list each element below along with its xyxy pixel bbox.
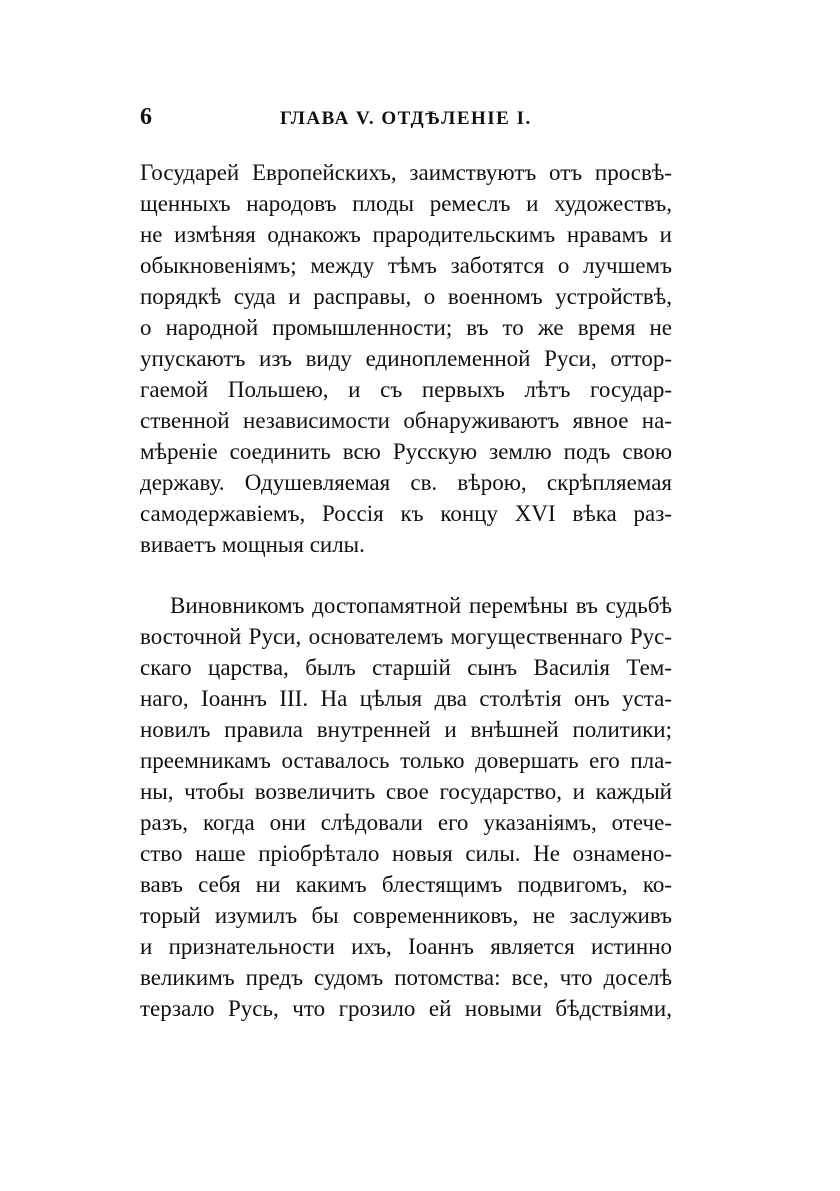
- text-line: торый изумилъ бы современниковъ, не заслуживъ: [140, 903, 672, 928]
- text-line: преемникамъ оставалось только довершать его пла-: [140, 748, 672, 773]
- text-line: разъ, когда они слѣдовали его указаніямъ, отече-: [140, 810, 672, 835]
- text-line: новилъ правила внутренней и внѣшней политики;: [140, 717, 672, 742]
- text-line: упускаютъ изъ виду единоплеменной Руси, оттор-: [140, 346, 672, 371]
- running-head: [140, 104, 700, 138]
- page-number: 6: [140, 104, 152, 130]
- text-line: о народной промышленности; въ то же время не: [140, 315, 672, 340]
- paragraph-2: [140, 590, 672, 1024]
- paragraph-1: [140, 157, 672, 560]
- text-line: не измѣняя однакожъ прародительскимъ нравамъ и: [140, 222, 672, 247]
- text-line: порядкѣ суда и расправы, о военномъ устройствѣ,: [140, 284, 672, 309]
- text-line: ственной независимости обнаруживаютъ явное на-: [140, 408, 672, 433]
- text-line: ство наше пріобрѣтало новыя силы. Не ознамено-: [140, 841, 672, 866]
- text-line: великимъ предъ судомъ потомства: все, что доселѣ: [140, 965, 672, 990]
- text-line: наго, Іоаннъ III. На цѣлыя два столѣтія онъ уста-: [140, 686, 672, 711]
- text-line: и признательности ихъ, Іоаннъ является истинно: [140, 934, 672, 959]
- text-line: вавъ себя ни какимъ блестящимъ подвигомъ, ко-: [140, 872, 672, 897]
- text-line: Виновникомъ достопамятной перемѣны въ судьбѣ: [170, 593, 672, 618]
- text-line: мѣреніе соединить всю Русскую землю подъ свою: [140, 439, 672, 464]
- text-line: терзало Русь, что грозило ей новыми бѣдствіями,: [140, 996, 672, 1021]
- text-line: обыкновеніямъ; между тѣмъ заботятся о лучшемъ: [140, 253, 672, 278]
- text-line: виваетъ мощныя силы.: [140, 532, 365, 557]
- text-line: скаго царства, былъ старшій сынъ Василія Тем-: [140, 655, 672, 680]
- text-line: самодержавіемъ, Россія къ концу XVI вѣка раз-: [140, 501, 672, 526]
- text-line: восточной Руси, основателемъ могущественнаго Рус-: [140, 624, 672, 649]
- chapter-title: ГЛАВА V. ОТДѢЛЕНІЕ I.: [280, 108, 532, 129]
- text-line: державу. Одушевляемая св. вѣрою, скрѣпляемая: [140, 470, 672, 495]
- text-line: щенныхъ народовъ плоды ремеслъ и художествъ,: [140, 191, 672, 216]
- text-line: ны, чтобы возвеличить свое государство, и каждый: [140, 779, 672, 804]
- text-line: Государей Европейскихъ, заимствуютъ отъ просвѣ-: [140, 160, 672, 185]
- text-line: гаемой Польшею, и съ первыхъ лѣтъ государ-: [140, 377, 672, 402]
